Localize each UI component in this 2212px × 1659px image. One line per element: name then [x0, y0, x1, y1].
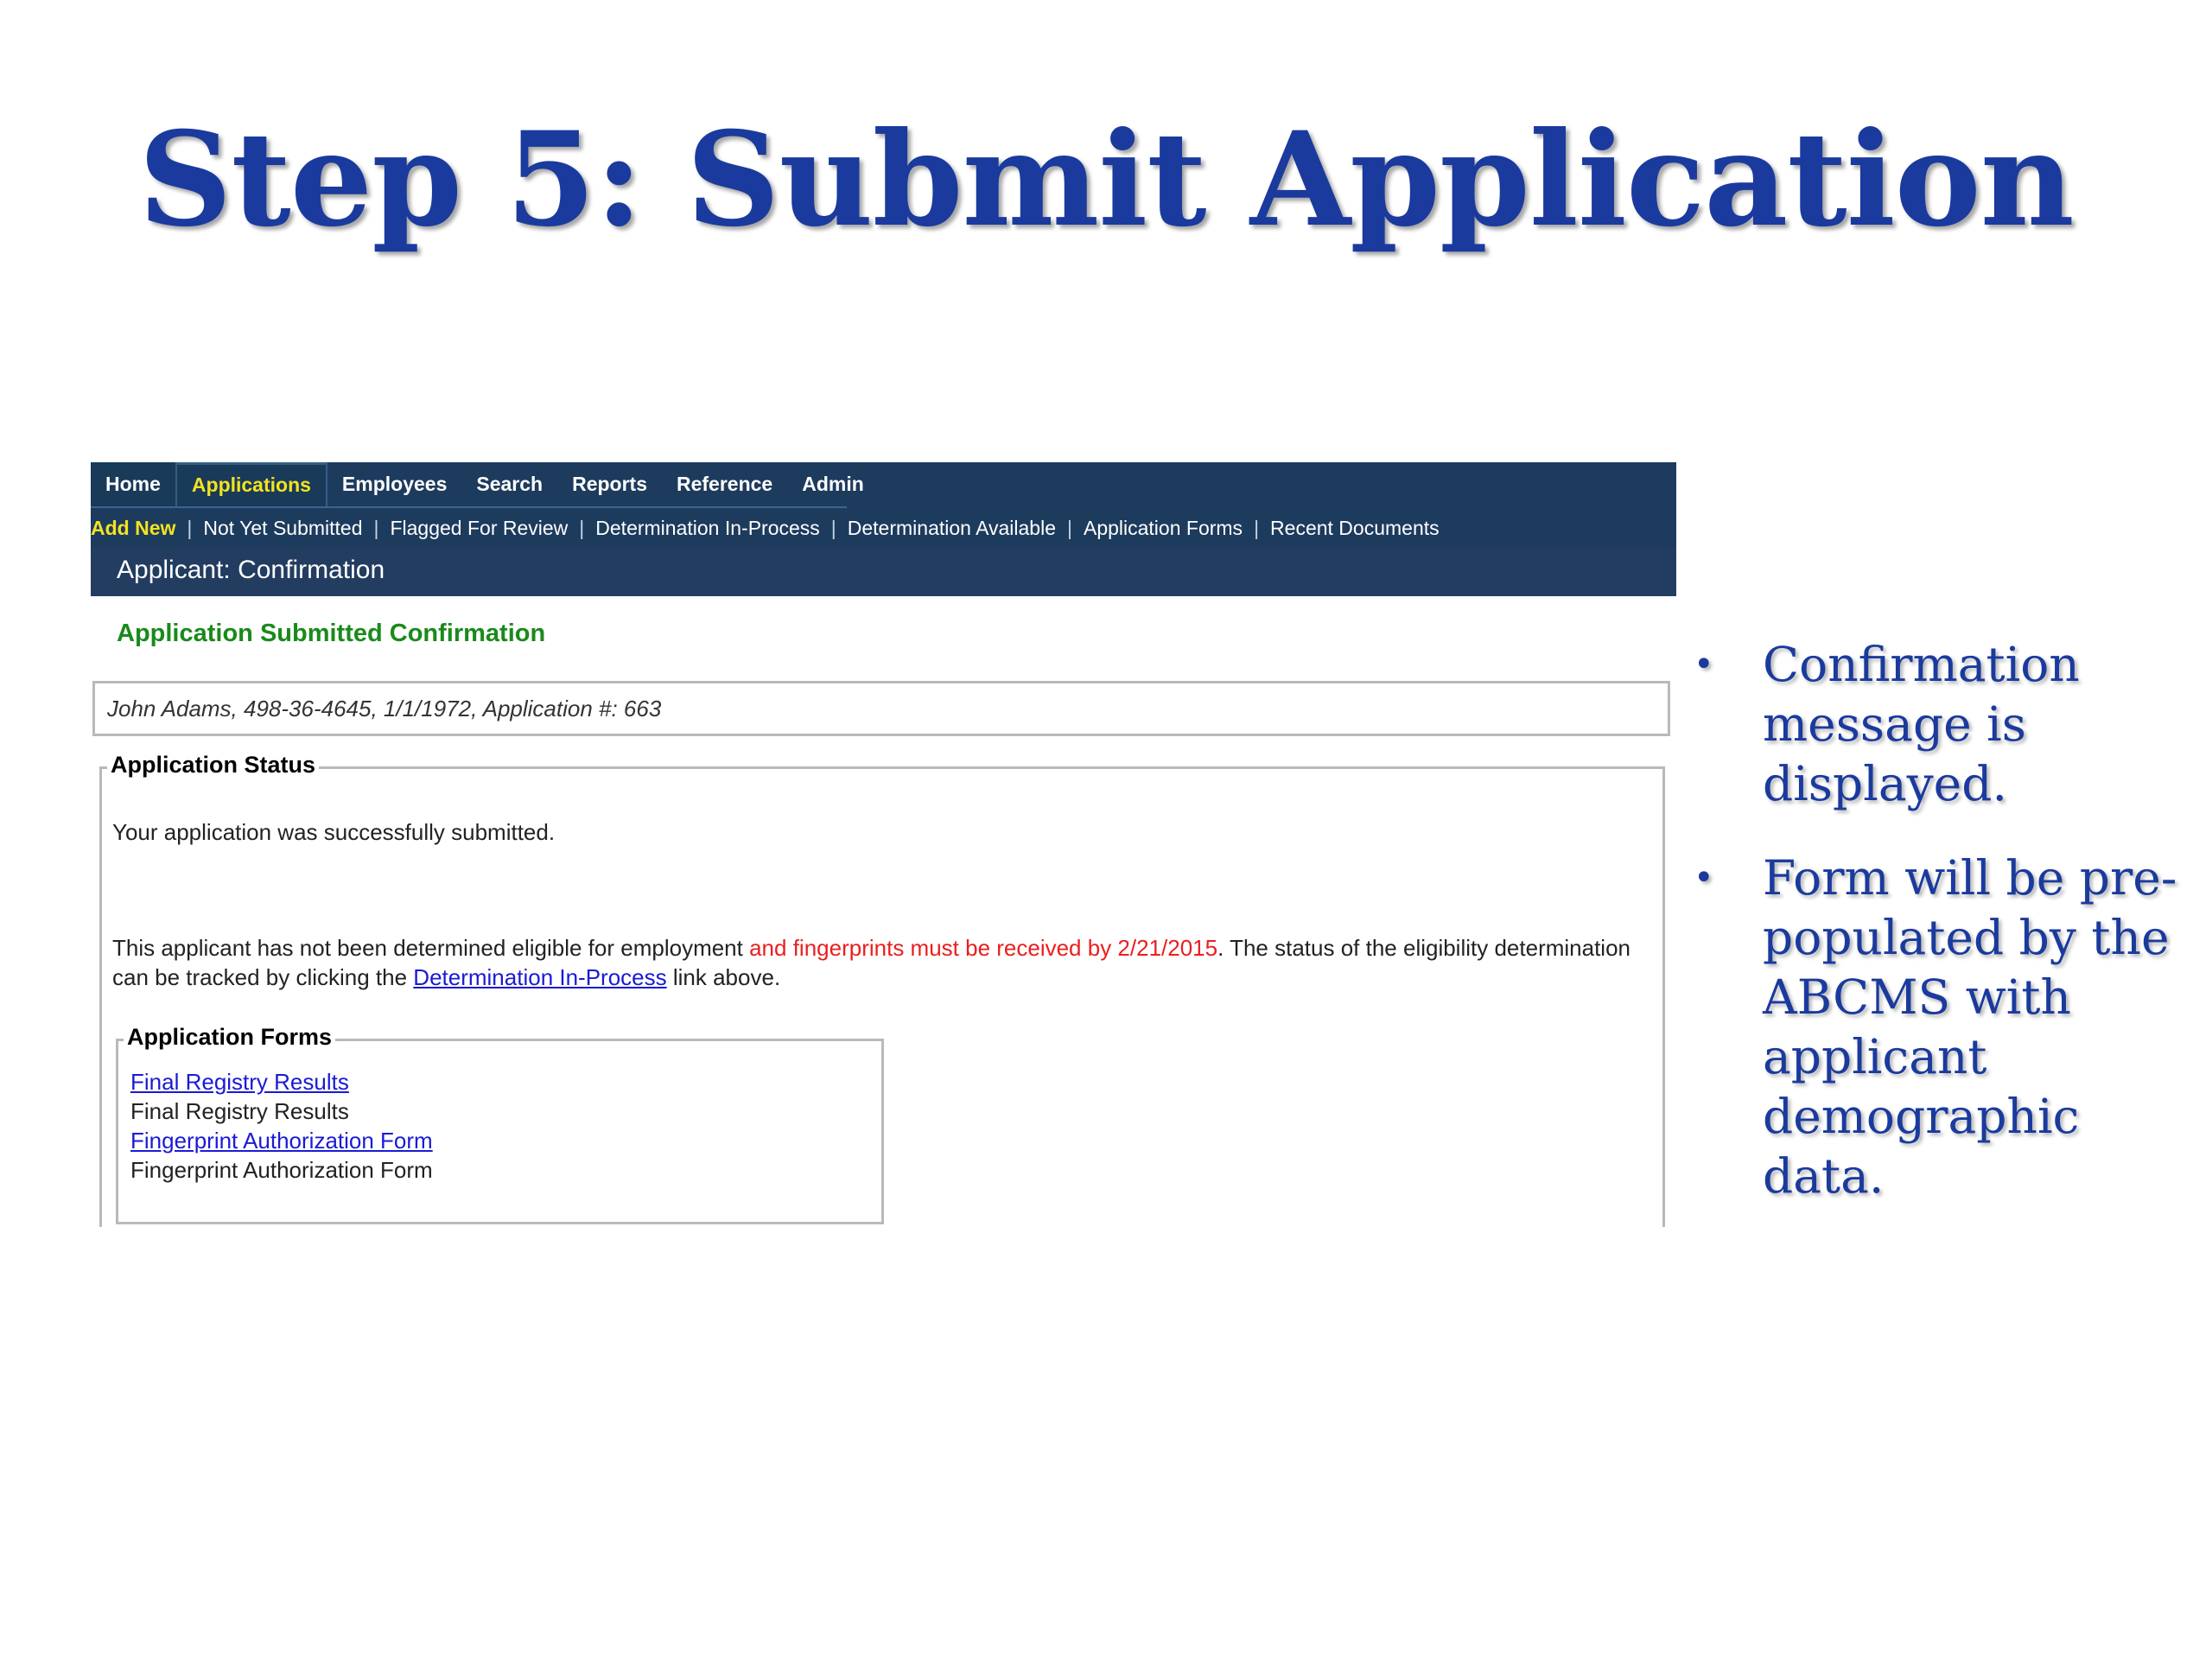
subnav-not-yet-submitted[interactable]: Not Yet Submitted: [203, 516, 363, 539]
tab-search[interactable]: Search: [476, 473, 543, 495]
subnav-separator: |: [579, 516, 585, 539]
subnav-separator: |: [373, 516, 379, 539]
tab-employees[interactable]: Employees: [341, 473, 448, 495]
subnav-application-forms[interactable]: Application Forms: [1083, 516, 1243, 539]
confirmation-title: Application Submitted Confirmation: [117, 620, 546, 647]
note-text-1: This applicant has not been determined eligible for employment: [112, 935, 750, 961]
final-registry-results-link[interactable]: Final Registry Results: [130, 1069, 349, 1095]
success-message: Your application was successfully submitted.: [112, 819, 556, 845]
bullet-item: [1694, 635, 2212, 814]
subnav-determination-available[interactable]: Determination Available: [847, 516, 1056, 539]
subnav-separator: |: [1254, 516, 1260, 539]
fingerprint-authorization-form-link[interactable]: Fingerprint Authorization Form: [130, 1128, 433, 1154]
subnav-recent-documents[interactable]: Recent Documents: [1270, 516, 1440, 539]
fingerprint-authorization-form-label: Fingerprint Authorization Form: [130, 1157, 433, 1183]
note-text-3: link above.: [666, 964, 781, 990]
fingerprint-deadline-warning: and fingerprints must be received by 2/21/2015: [749, 935, 1218, 961]
note-text-2: . The status of the eligibility determination can be tracked by clicking the: [112, 935, 1630, 990]
bullet-list: [1694, 635, 2212, 1206]
bullet-text: Confirmation message is displayed.: [1763, 637, 2080, 811]
tab-reference[interactable]: Reference: [677, 473, 773, 495]
applicant-info-box: [92, 681, 1670, 736]
app-screenshot: [91, 462, 1676, 1227]
bullet-dot-icon: •: [1694, 645, 1714, 684]
subnav-separator: |: [1067, 516, 1072, 539]
main-tabs: [91, 462, 879, 507]
applicant-info-text: John Adams, 498-36-4645, 1/1/1972, Application #: 663: [107, 696, 662, 721]
tab-admin[interactable]: Admin: [802, 473, 864, 495]
subnav-add-new[interactable]: Add New: [91, 516, 176, 539]
tabs-divider: [91, 506, 847, 508]
tab-home[interactable]: Home: [91, 462, 175, 507]
tab-reports[interactable]: Reports: [572, 473, 647, 495]
application-forms-list: [130, 1067, 433, 1185]
subnav-separator: |: [830, 516, 836, 539]
page-header-bar: [91, 547, 1676, 596]
subnav-flagged-for-review[interactable]: Flagged For Review: [390, 516, 569, 539]
slide-title: Step 5: Submit Application: [138, 104, 2074, 256]
subnav-separator: |: [187, 516, 193, 539]
bullet-dot-icon: •: [1694, 858, 1714, 898]
eligibility-note: [112, 933, 1650, 992]
application-forms-legend: Application Forms: [124, 1024, 335, 1051]
bullet-text: Form will be pre-populated by the ABCMS with applicant demographic data.: [1763, 850, 2177, 1204]
sub-navigation: [91, 511, 1440, 545]
application-status-fieldset: [99, 752, 1665, 1227]
final-registry-results-label: Final Registry Results: [130, 1098, 349, 1124]
determination-in-process-link[interactable]: Determination In-Process: [413, 964, 667, 990]
page-header-title: Applicant: Confirmation: [117, 556, 385, 584]
tab-applications[interactable]: Applications: [175, 462, 327, 507]
subnav-determination-in-process[interactable]: Determination In-Process: [595, 516, 820, 539]
application-forms-fieldset: [116, 1024, 884, 1224]
bullet-item: [1694, 849, 2212, 1206]
application-status-legend: Application Status: [107, 752, 319, 779]
top-navigation: [91, 462, 1676, 596]
